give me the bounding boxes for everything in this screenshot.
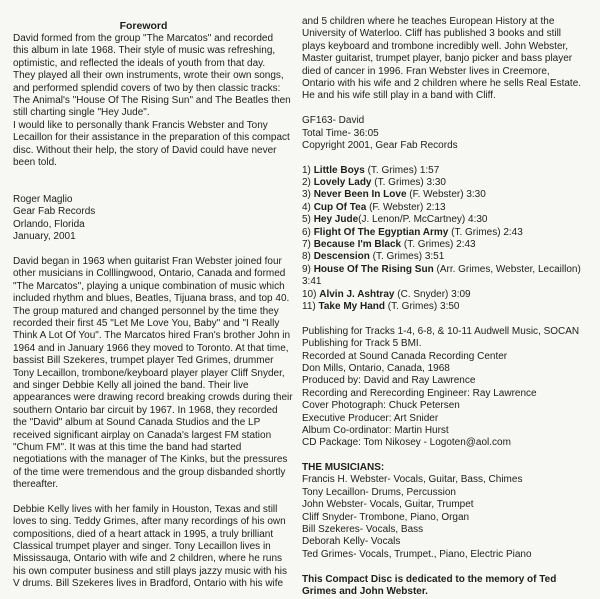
text-line: They played all their own instruments, wrote their own songs, [13,70,284,82]
track-number: 9) [302,263,311,275]
track-credit: (T. Grimes) [451,226,501,238]
track-time: 3:50 [440,300,460,312]
track-number: 11) [302,300,316,312]
track-time: 2:43 [503,226,523,238]
track-title: House Of The Rising Sun [313,263,434,275]
track-item [302,251,592,263]
track-time: 3:09 [451,288,471,300]
text-line: bassist Bill Szekeres, trumpet player Ted Grimes, drummer [13,355,274,367]
text-line: GF163- David [302,115,365,127]
track-number: 4) [302,201,311,213]
track-time: 3:51 [424,251,445,263]
track-number: 10) [302,288,317,300]
text-line: Gear Fab Records [13,206,96,218]
track-item [302,227,592,239]
track-credit: (T. Grimes) [367,164,418,176]
track-time: 2:13 [426,201,446,213]
text-line: I would like to personally thank Francis Webster and Tony [13,119,268,131]
track-credit: (T. Grimes) [374,177,424,189]
text-line: The group matured and changed personnel by the time they [13,305,279,317]
text-line: He and his wife still play in a band with Cliff. [302,90,496,102]
text-line: Francis H. Webster- Vocals, Guitar, Bass, Chimes [302,474,523,486]
right-column [302,16,592,598]
musicians-list [302,474,592,561]
text-line: included rhythm and blues, Beatles, Tijuana brass, and top 40. [13,293,290,305]
text-line: of the time were tremendous and the group disbanded shortly [13,466,286,478]
text-line: Ted Grimes- Vocals, Trumpet., Piano, Electric Piano [302,548,532,560]
track-number: 1) [302,164,311,176]
track-time: 3:30 [426,177,446,189]
text-line: and performed splendid covers of two by then classic tracks: [13,82,281,94]
text-line: This Compact Disc is dedicated to the memory of Ted [302,573,557,585]
track-title: Lovely Lady [313,177,372,189]
album-info [302,115,592,152]
text-line: Bill Szekeres- Vocals, Bass [302,524,424,536]
text-line: still charting single "Hey Jude". [13,107,150,119]
text-line: disc. Without their help, the story of David could have never [13,144,277,156]
track-number: 6) [302,226,311,238]
track-item [302,165,592,177]
track-credit: (T. Grimes) [372,251,423,263]
text-line: Cover Photograph: Chuck Petersen [302,400,460,412]
text-line: and 5 children where he teaches European History at the [302,16,555,27]
text-line: 1964 and in January 1966 they moved to Toronto. At that time, [13,342,289,354]
text-line: Orlando, Florida [13,218,85,230]
text-line: appearances were drawing record breaking crowds during their [13,392,293,404]
text-line: this album in late 1968. Their style of music was refreshing, [13,45,276,57]
track-number: 5) [302,214,311,226]
track-item [302,301,592,313]
text-line: plays keyboard and trombone incredibly well. John Webster, [302,40,569,52]
text-line: Recorded at Sound Canada Recording Center [302,350,508,362]
band-history [13,256,298,491]
track-title: Little Boys [313,164,365,176]
track-item [302,202,592,214]
text-line: Master guitarist, trumpet player, banjo picker and bass player [302,53,573,65]
track-list [302,165,592,314]
text-line: Think A Lot Of You". The Marcatos hired Fran's brother John in [13,330,291,342]
text-line: University of Waterloo. Cliff has published 3 books and still [302,28,562,40]
track-title: Take My Hand [318,300,385,312]
track-credit: (T. Grimes) [403,239,454,251]
track-number: 2) [302,177,311,189]
text-line: loves to sing. Teddy Grimes, after many recordings of his own [13,516,286,528]
text-line: "The Marcatos", playing a unique combination of music which [13,280,285,292]
text-line: thereafter. [13,479,59,491]
track-title: Hey Jude [313,214,359,226]
track-item [302,189,592,201]
track-time: 1:57 [419,164,440,176]
track-item [302,289,592,301]
track-credit: (J. Lenon/P. McCartney) [358,214,466,226]
text-line: John Webster- Vocals, Guitar, Trumpet [302,499,474,511]
track-item [302,177,592,189]
track-time: 3:30 [466,189,486,201]
track-item [302,239,592,251]
track-time: 2:43 [456,239,476,251]
track-time: 4:30 [468,214,488,226]
track-credit: (Arr. Grimes, Webster, Lecaillon) [436,263,581,275]
track-credit: (F. Webster) [369,201,424,213]
musicians-heading: THE MUSICIANS: [302,462,385,474]
left-column [13,33,298,591]
text-line: been told. [13,156,57,168]
text-line: Debbie Kelly lives with her family in Houston, Texas and still [13,503,278,515]
text-line: compositions, died of a heart attack in 1995, a truly brilliant [13,528,274,540]
track-number: 8) [302,251,311,263]
text-line: "Chum FM". It was at this time the band had started [13,441,242,453]
text-line: Recording and Rerecording Engineer: Ray Lawrence [302,387,537,399]
text-line: Tony Lecaillon, trombone/keyboard player player Cliff Snyder, [13,367,285,379]
dedication [302,574,592,599]
text-line: January, 2001 [13,231,76,243]
text-line: Don Mills, Ontario, Canada, 1968 [302,362,450,374]
members-today-continued [302,16,592,103]
text-line: David formed from the group "The Marcatos" and recorded [13,33,273,44]
track-title: Because I'm Black [313,239,402,251]
text-line: Roger Maglio [13,194,73,206]
text-line: died of cancer in 1996. Fran Webster lives in Creemore, [302,65,550,77]
text-line: Tony Lecaillon- Drums, Percussion [302,486,456,498]
track-number: 3) [302,189,311,201]
text-line: V drums. Bill Szekeres lives in Bradford, Ontario with his wife [13,578,284,590]
text-line: other musicians in Colllingwood, Ontario, Canada and formed [13,268,286,280]
text-line: optimistic, and reflected the ideals of youth from that day. [13,57,266,69]
text-line: Publishing for Tracks 1-4, 6-8, & 10-11 Audwell Music, SOCAN [302,325,580,337]
signature [13,194,298,244]
track-title: Descension [313,251,370,263]
text-line: Ontario with his wife and 2 children where he sells Real Estate. [302,77,582,89]
members-today [13,504,298,591]
track-credit: (T. Grimes) [387,300,438,312]
foreword-title: Foreword [119,20,168,32]
text-line: Executive Producer: Art Snider [302,412,439,424]
track-title: Flight Of The Egyptian Army [313,226,449,238]
track-title: Cup Of Tea [313,201,367,213]
track-item [302,214,592,226]
text-line: David began in 1963 when guitarist Fran Webster joined four [13,256,282,268]
text-line: Album Co-ordinator: Martin Hurst [302,424,449,436]
text-line: the "David" album at Sound Canada Studios and the LP [13,417,261,429]
track-credit: (C. Snyder) [397,288,449,300]
text-line: CD Package: Tom Nikosey - Logoten@aol.com [302,437,511,449]
text-line: southern Ontario bar circuit by 1967. In 1968, they recorded [13,404,278,416]
text-line: his own computer business and still plays jazzy music with his [13,565,287,577]
text-line: Total Time- 36:05 [302,127,379,139]
text-line: Copyright 2001, Gear Fab Records [302,139,458,151]
production-credits [302,326,592,450]
track-title: Alvin J. Ashtray [319,288,395,300]
track-item [302,264,592,289]
text-line: Grimes and John Webster. [302,585,428,597]
track-time: 3:41 [302,276,322,288]
track-number: 7) [302,239,311,251]
text-line: and singer Debbie Kelly all joined the band. Their live [13,379,249,391]
text-line: Publishing for Track 5 BMI. [302,338,422,350]
text-line: Cliff Snyder- Trombone, Piano, Organ [302,511,470,523]
text-line: received significant airplay on Canada's largest FM station [13,429,272,441]
text-line: recorded their first 45 "Let Me Love You, Baby" and "I Really [13,317,280,329]
text-line: negotiations with the manager of The Kinks, but the pressures [13,454,288,466]
text-line: Deborah Kelly- Vocals [302,536,401,548]
track-credit: (F. Webster) [409,189,464,201]
track-title: Never Been In Love [313,189,407,201]
text-line: The Animal's "House Of The Rising Sun" and The Beatles then [13,94,291,106]
text-line: Classical trumpet player and singer. Tony Lecaillon lives in [13,541,271,553]
text-line: Mississauga, Ontario with wife and 2 children, where he runs [13,553,283,565]
text-line: Produced by: David and Ray Lawrence [302,375,476,387]
foreword-text [13,33,298,169]
text-line: Lecaillon for their assistance in the preparation of this compact [13,132,290,144]
